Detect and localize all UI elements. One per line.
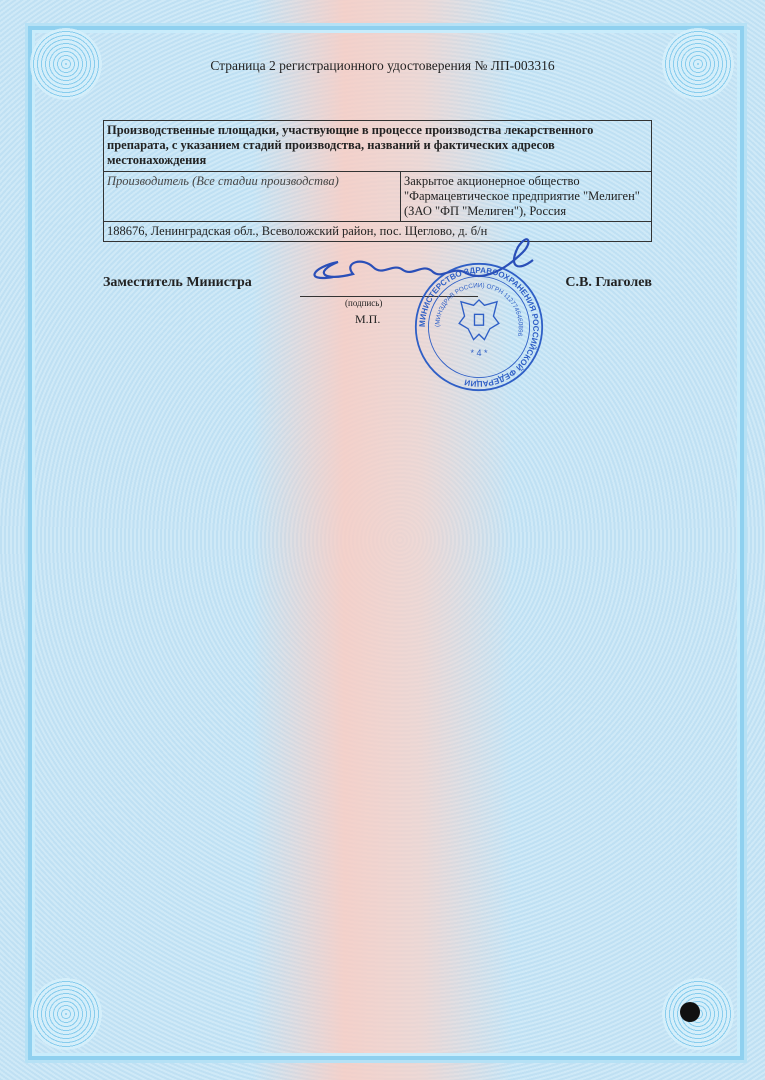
stamp-outer-text: МИНИСТЕРСТВО ЗДРАВООХРАНЕНИЯ РОССИЙСКОЙ ФЕДЕРАЦИИ	[417, 265, 541, 389]
seal-mark: М.П.	[355, 312, 381, 326]
table-heading: Производственные площадки, участвующие в процессе производства лекарственного препарата, с указанием стадий производства, названий и фактических адресов местонахождения	[104, 121, 652, 172]
handwritten-signature	[293, 232, 553, 302]
table-row	[104, 172, 652, 222]
production-sites-table	[103, 120, 652, 242]
corner-rosette	[30, 978, 102, 1050]
manufacturer-role: Производитель (Все стадии производства)	[104, 172, 401, 222]
binding-hole	[680, 1002, 700, 1022]
stamp-number: * 4 *	[470, 347, 488, 358]
stamp-inner-text: (МИНЗДРАВ РОССИИ) ОГРН 1127746460896	[434, 282, 524, 337]
signatory-position: Заместитель Министра	[103, 275, 252, 290]
page-title: Страница 2 регистрационного удостоверения № ЛП-003316	[210, 58, 555, 73]
manufacturer-address: 188676, Ленинградская обл., Всеволожский район, пос. Щеглово, д. б/н	[104, 222, 652, 242]
manufacturer-company: Закрытое акционерное общество "Фармацевтическое предприятие "Мелиген" (ЗАО "ФП "Мелиген"), Россия	[401, 172, 652, 222]
signatory-name: С.В. Глаголев	[565, 275, 652, 290]
signature-caption: (подпись)	[345, 298, 383, 308]
coat-of-arms-icon	[459, 300, 499, 340]
